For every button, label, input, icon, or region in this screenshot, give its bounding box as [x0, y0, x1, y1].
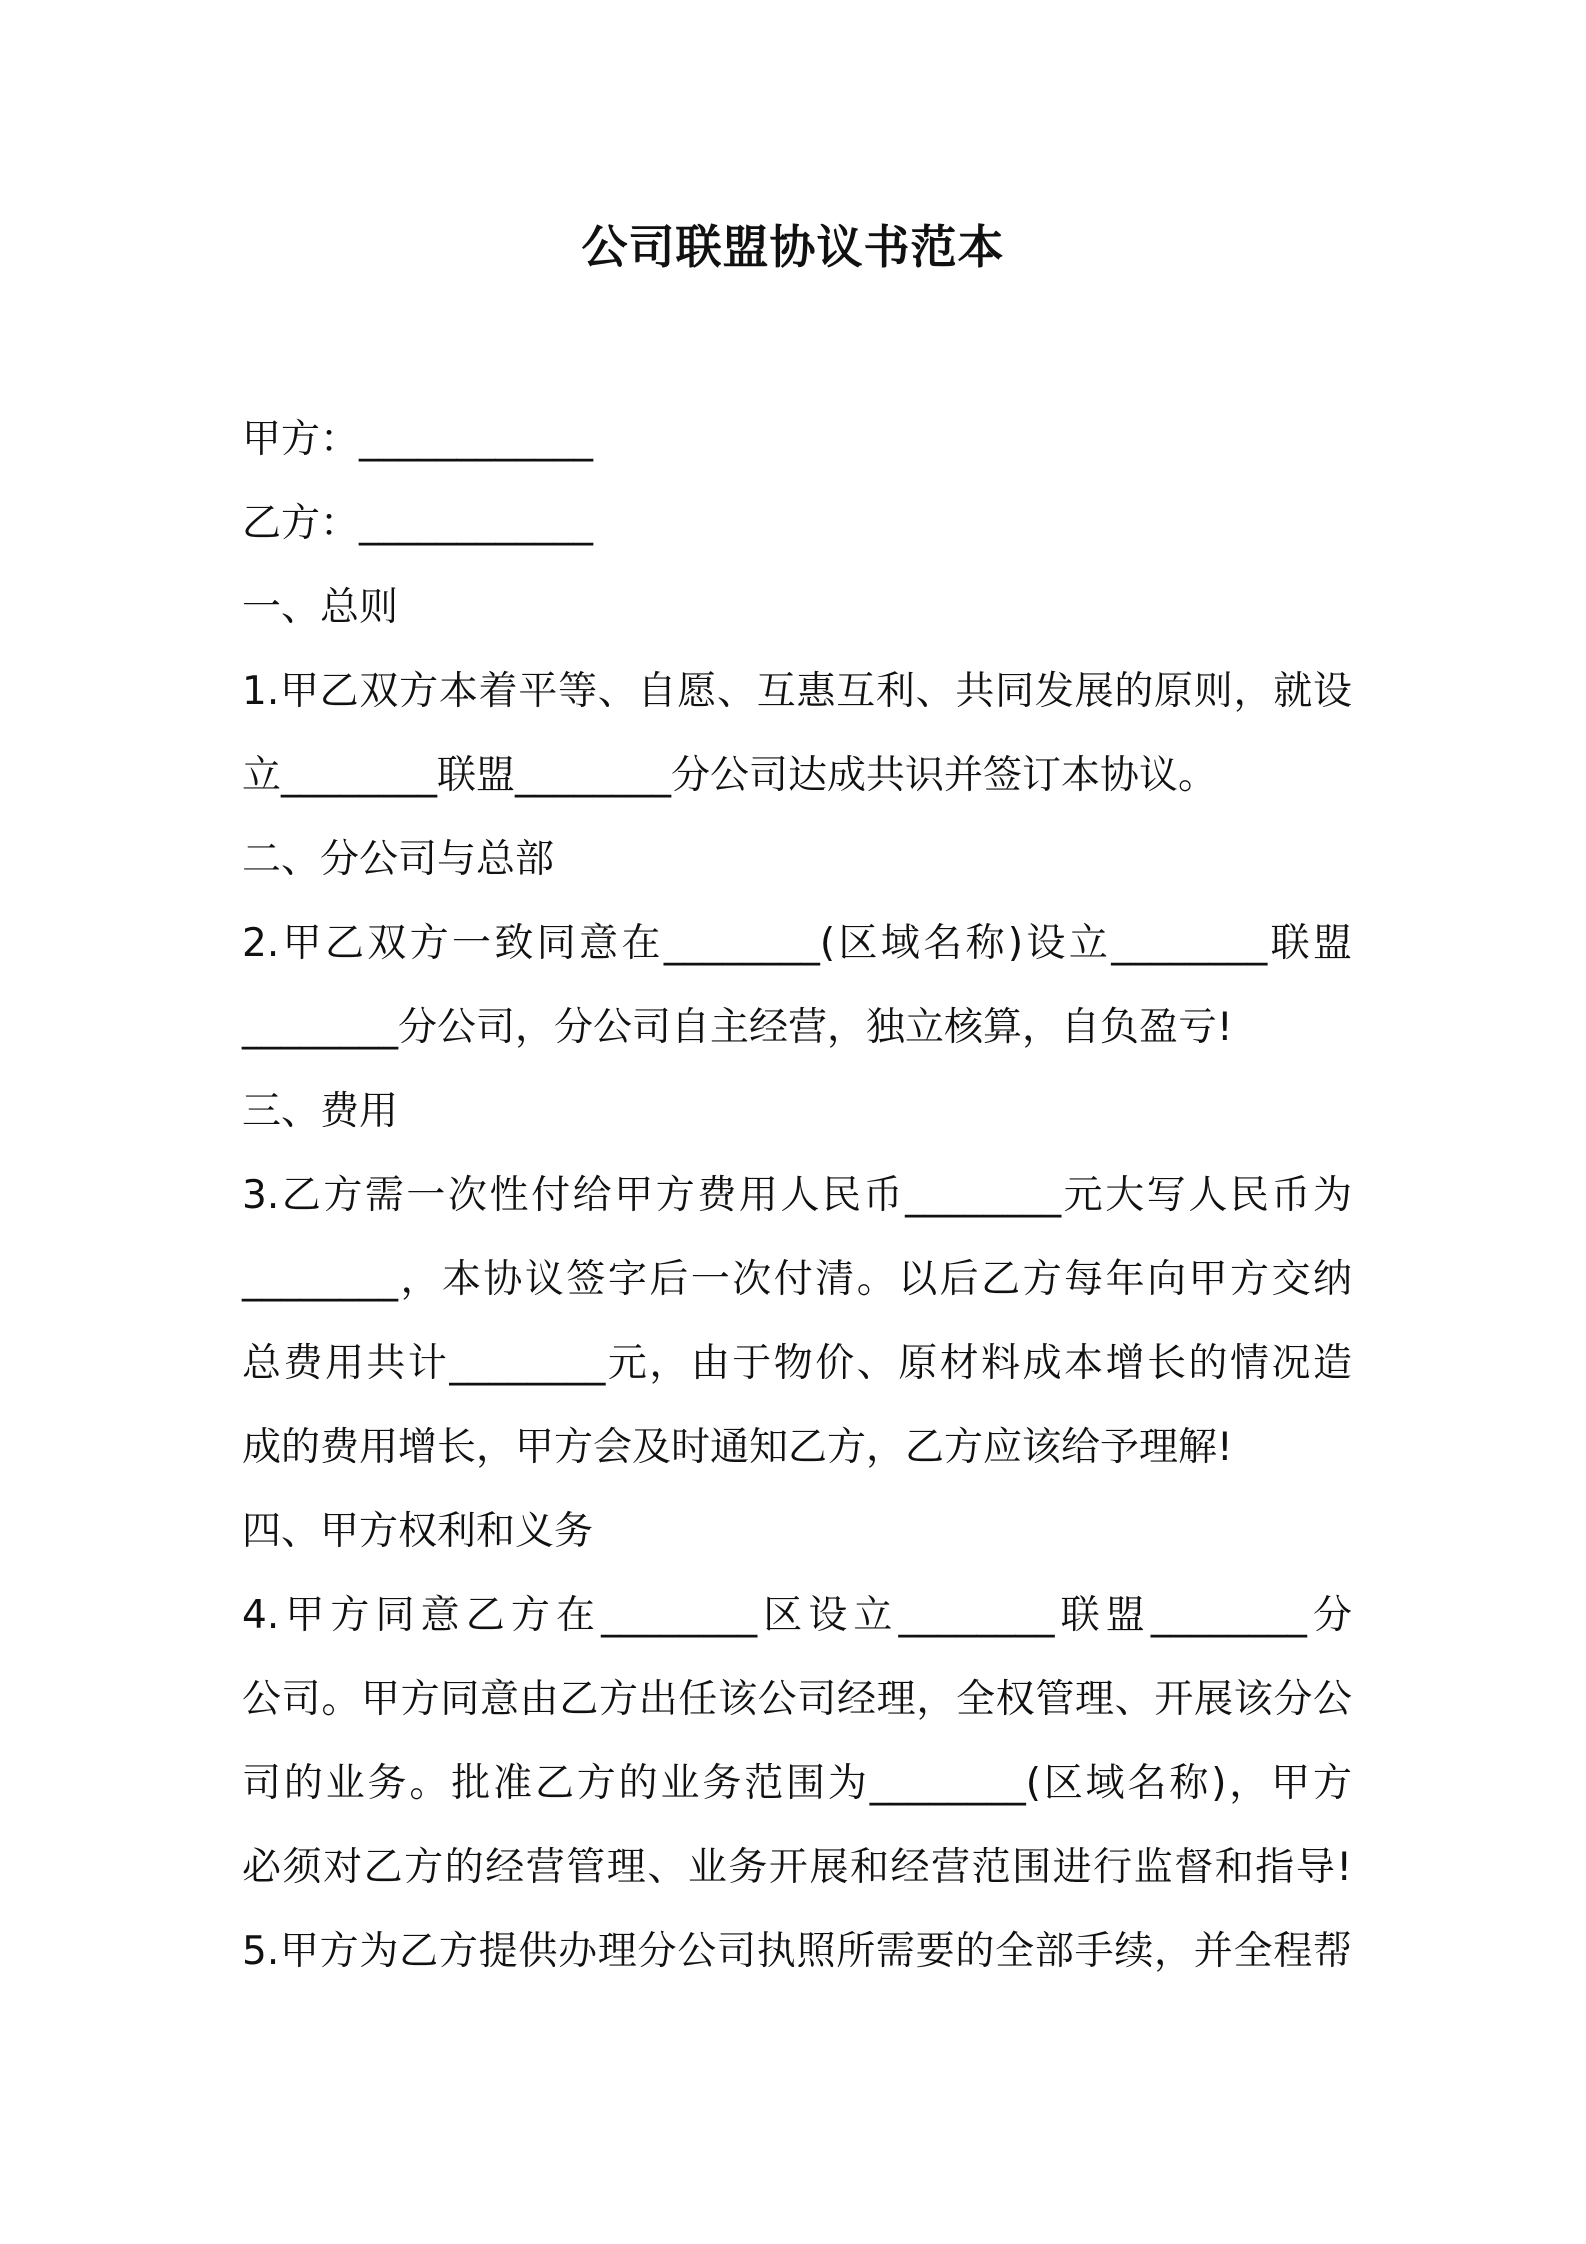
- party-b-line: 乙方：____________: [242, 501, 594, 546]
- clause-4-line-3: 司的业务。批准乙方的业务范围为________(区域名称)，甲方: [242, 1761, 1352, 1806]
- section-heading-party-a-rights: 四、甲方权利和义务: [242, 1509, 594, 1554]
- clause-4-line-2: 公司。甲方同意由乙方出任该公司经理，全权管理、开展该分公: [242, 1677, 1352, 1722]
- clause-2-line-1: 2.甲乙双方一致同意在________(区域名称)设立________联盟: [242, 921, 1352, 966]
- clause-5-line-1: 5.甲方为乙方提供办理分公司执照所需要的全部手续，并全程帮: [242, 1929, 1352, 1974]
- section-heading-fees: 三、费用: [242, 1089, 399, 1134]
- section-heading-branch: 二、分公司与总部: [242, 837, 555, 882]
- section-heading-general: 一、总则: [242, 585, 399, 630]
- clause-4-line-4: 必须对乙方的经营管理、业务开展和经营范围进行监督和指导!: [242, 1845, 1352, 1890]
- clause-1-line-1: 1.甲乙双方本着平等、自愿、互惠互利、共同发展的原则，就设: [242, 669, 1352, 714]
- clause-3-line-1: 3.乙方需一次性付给甲方费用人民币________元大写人民币为: [242, 1173, 1352, 1218]
- document-body: [242, 398, 1352, 1994]
- clause-4-line-1: 4.甲方同意乙方在________区设立________联盟________分: [242, 1593, 1352, 1638]
- clause-3-line-4: 成的费用增长，甲方会及时通知乙方，乙方应该给予理解!: [242, 1425, 1233, 1470]
- clause-2-line-2: ________分公司，分公司自主经营，独立核算，自负盈亏!: [242, 1005, 1233, 1050]
- party-a-line: 甲方：____________: [242, 417, 594, 462]
- clause-3-line-3: 总费用共计________元，由于物价、原材料成本增长的情况造: [242, 1341, 1352, 1386]
- document-title: 公司联盟协议书范本: [581, 220, 1005, 274]
- clause-1-line-2: 立________联盟________分公司达成共识并签订本协议。: [242, 753, 1218, 798]
- clause-3-line-2: ________，本协议签字后一次付清。以后乙方每年向甲方交纳: [242, 1257, 1352, 1302]
